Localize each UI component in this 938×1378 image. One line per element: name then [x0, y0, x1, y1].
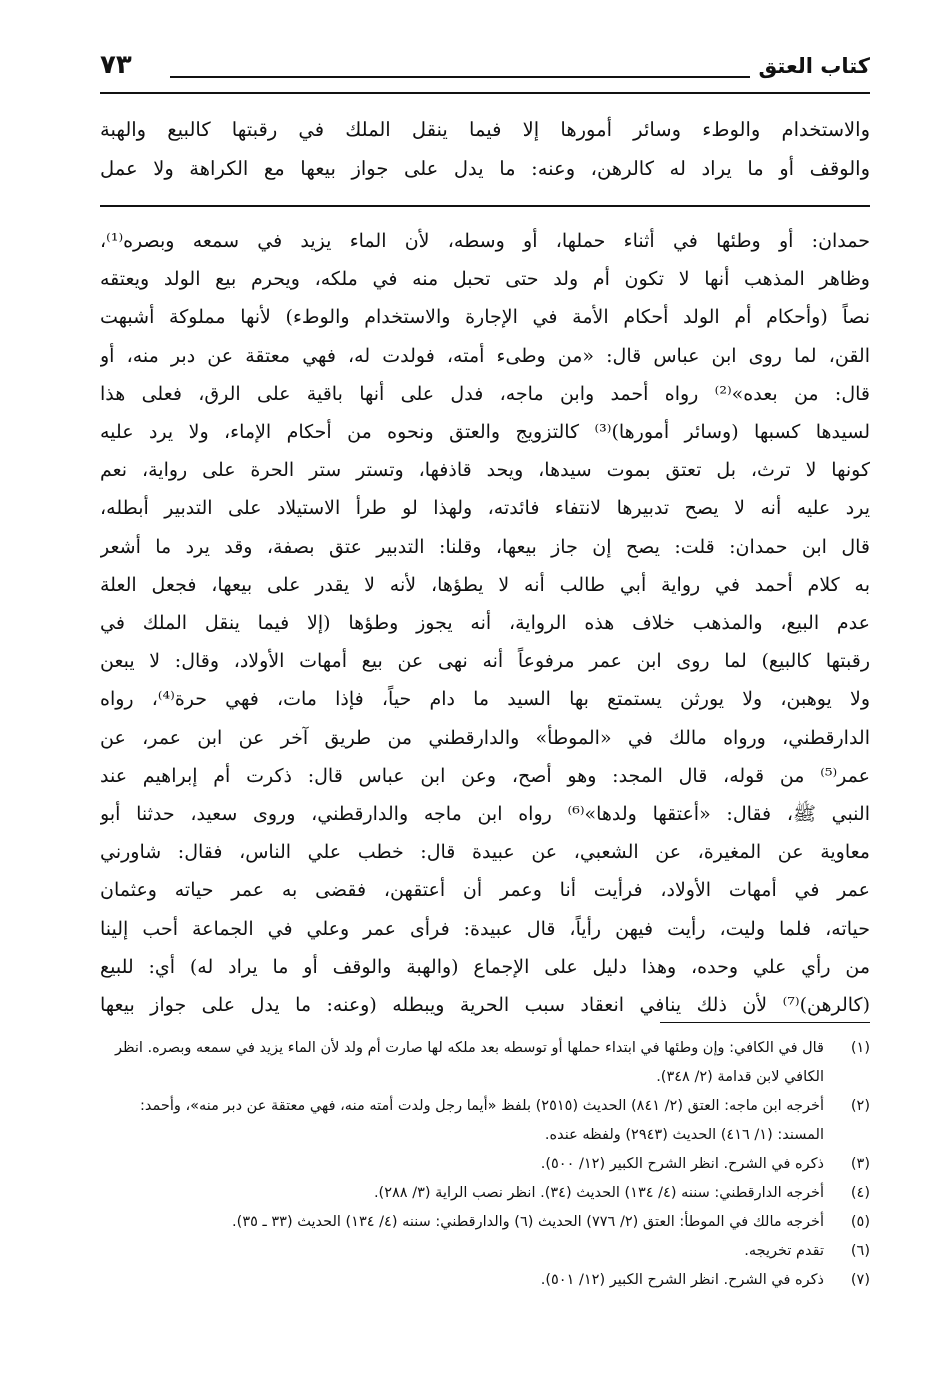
- matn-line: والاستخدام والوطء وسائر أمورها إلا فيما ينقل الملك في رقبتها كالبيع والهبة: [100, 118, 870, 141]
- commentary-line: قال ابن حمدان: قلت: يصح إن جاز بيعها، وقلنا: التدبير عتق بصفة، وقد يرد ما أشعر: [100, 535, 870, 558]
- commentary-line: كونها لا ترث، بل تعتق بموت سيدها، ويحد قاذفها، وتستر ستر الحرة على رواية، نعم: [100, 459, 870, 482]
- footnote-number: (١): [850, 1040, 870, 1056]
- header-rule: [100, 92, 870, 94]
- footnote-text: قال في الكافي: وإن وطئها في ابتداء حملها أو توسطه بعد ملكه لها صارت أم ولد لأن الماء يزيد في سمعه وبصره. انظر الكافي لابن قدامة (٢/ ٣٤٨).: [114, 1040, 824, 1085]
- commentary-line: حمدان: أو وطئها في أثناء حملها، أو وسطه، لأن الماء يزيد في سمعه وبصره⁽¹⁾،: [100, 230, 870, 252]
- commentary-line: عدم البيع، والمذهب خلاف هذه الرواية، أنه يجوز وطؤها (إلا فيما ينقل الملك في: [100, 612, 870, 635]
- footnote-number: (٣): [850, 1156, 870, 1172]
- matn-text: [100, 110, 870, 188]
- page-number: ٧٣: [100, 50, 132, 80]
- footnote-separator: [660, 1022, 870, 1023]
- header-dash-line: [170, 76, 750, 78]
- commentary-line: يرد عليه أنه لا يصح تدبيرها لانتفاء فائدته، ولهذا لو طرأ الاستيلاد على التدبير أبطله،: [100, 497, 870, 520]
- commentary-line: الدارقطني، ورواه مالك في «الموطأ» والدارقطني من طريق آخر عن ابن عمر، عن: [100, 726, 870, 749]
- footnote-text: تقدم تخريجه.: [744, 1243, 824, 1259]
- footnote-text: أخرجه مالك في الموطأ: العتق (٢/ ٧٧٦) الحديث (٦) والدارقطني: سننه (٤/ ١٣٤) الحديث (٣٣ ـ ٣٥).: [232, 1214, 824, 1230]
- footnote: [100, 1092, 870, 1150]
- footnote-number: (٥): [850, 1214, 870, 1230]
- commentary-line: نصاً (وأحكام أم الولد أحكام الأمة في الإجارة والاستخدام والوطء) لأنها مملوكة أشبهت: [100, 306, 870, 329]
- footnote-number: (٤): [850, 1185, 870, 1201]
- commentary-line: حياته، فلما وليت، رأيت فيهن رأياً، قال عبيدة: فرأى عمر وعلي في الجماعة أحب إلينا: [100, 917, 870, 940]
- commentary-line: به كلام أحمد في رواية أبي طالب أنه لا يطؤها، لأنه لا يقدر على بيعها، فجعل العلة: [100, 573, 870, 596]
- commentary-line: رقبتها كالبيع) لما روى ابن عمر مرفوعاً أنه نهى عن بيع أمهات الأولاد، وقال: لا يبعن: [100, 650, 870, 673]
- footnote: [100, 1179, 870, 1208]
- footnote-text: ذكره في الشرح. انظر الشرح الكبير (١٢/ ٥٠٠).: [540, 1156, 824, 1172]
- commentary-line: عمر في أمهات الأولاد، فرأيت أنا وعمر أن أعتقهن، فقضى به عمر حياته وعثمان: [100, 879, 870, 902]
- commentary-line: عمر⁽⁵⁾ من قوله، قال المجد: وهو أصح، وعن ابن عباس قال: ذكرت أم إبراهيم عند: [100, 764, 870, 787]
- commentary-text: [100, 222, 870, 1024]
- footnote: [100, 1208, 870, 1237]
- chapter-title: كتاب العتق: [758, 54, 870, 78]
- commentary-line: وظاهر المذهب أنها لا تكون أم ولد حتى تحبل منه في ملكه، ويحرم بيع الولد ويعتقه: [100, 268, 870, 291]
- commentary-line: لسيدها كسبها (وسائر أمورها)⁽³⁾ كالتزويج والعتق ونحوه من أحكام الإماء، ولا يرد عليه: [100, 421, 870, 444]
- footnote: [100, 1266, 870, 1295]
- footnote-text: أخرجه الدارقطني: سننه (٤/ ١٣٤) الحديث (٣٤). انظر نصب الراية (٣/ ٢٨٨).: [373, 1185, 824, 1201]
- matn-line: والوقف أو ما يراد له كالرهن، وعنه: ما يدل على جواز بيعها مع الكراهة ولا عمل: [100, 157, 870, 180]
- commentary-line: (كالرهن)⁽⁷⁾ لأن ذلك ينافي انعقاد سبب الحرية ويبطله (وعنه: ما يدل على جواز بيعها: [100, 994, 870, 1017]
- commentary-line: ولا يوهبن، ولا يورثن يستمتع بها السيد ما دام حياً، فإذا مات، فهي حرة⁽⁴⁾، رواه: [100, 688, 870, 711]
- commentary-line: القن، لما روى ابن عباس قال: «من وطىء أمته، فولدت له، فهي معتقة عن دبر منه، أو: [100, 344, 870, 367]
- commentary-line: قال: من بعده»⁽²⁾ رواه أحمد وابن ماجه، فدل على أنها باقية على الرق، فعلى هذا: [100, 382, 870, 405]
- footnote-number: (٧): [850, 1272, 870, 1288]
- footnote: [100, 1034, 870, 1092]
- footnote: [100, 1237, 870, 1266]
- footnote-text: ذكره في الشرح. انظر الشرح الكبير (١٢/ ٥٠١).: [540, 1272, 824, 1288]
- commentary-line: النبي ﷺ، فقال: «أعتقها ولدها»⁽⁶⁾ رواه ابن ماجه والدارقطني، وروى سعيد، حدثنا أبو: [100, 803, 870, 826]
- commentary-line: من رأي علي وحده، وهذا دليل على الإجماع (والهبة والوقف أو ما يراد له) أي: للبيع: [100, 955, 870, 978]
- footnote-number: (٦): [850, 1243, 870, 1259]
- footnote-number: (٢): [850, 1098, 870, 1114]
- commentary-line: معاوية عن المغيرة، عن الشعبي، عن عبيدة قال: خطب علي الناس، فقال: شاورني: [100, 841, 870, 864]
- running-header: [100, 48, 870, 88]
- footnotes: [100, 1034, 870, 1295]
- section-divider: [100, 205, 870, 207]
- footnote: [100, 1150, 870, 1179]
- footnote-text: أخرجه ابن ماجه: العتق (٢/ ٨٤١) الحديث (٢٥١٥) بلفظ «أيما رجل ولدت أمته منه، فهي معتقة عن دبر منه»، وأحمد: المسند: (١/ ٤١٦) الحديث (٢٩٤٣) ولفظه عنده.: [140, 1098, 824, 1143]
